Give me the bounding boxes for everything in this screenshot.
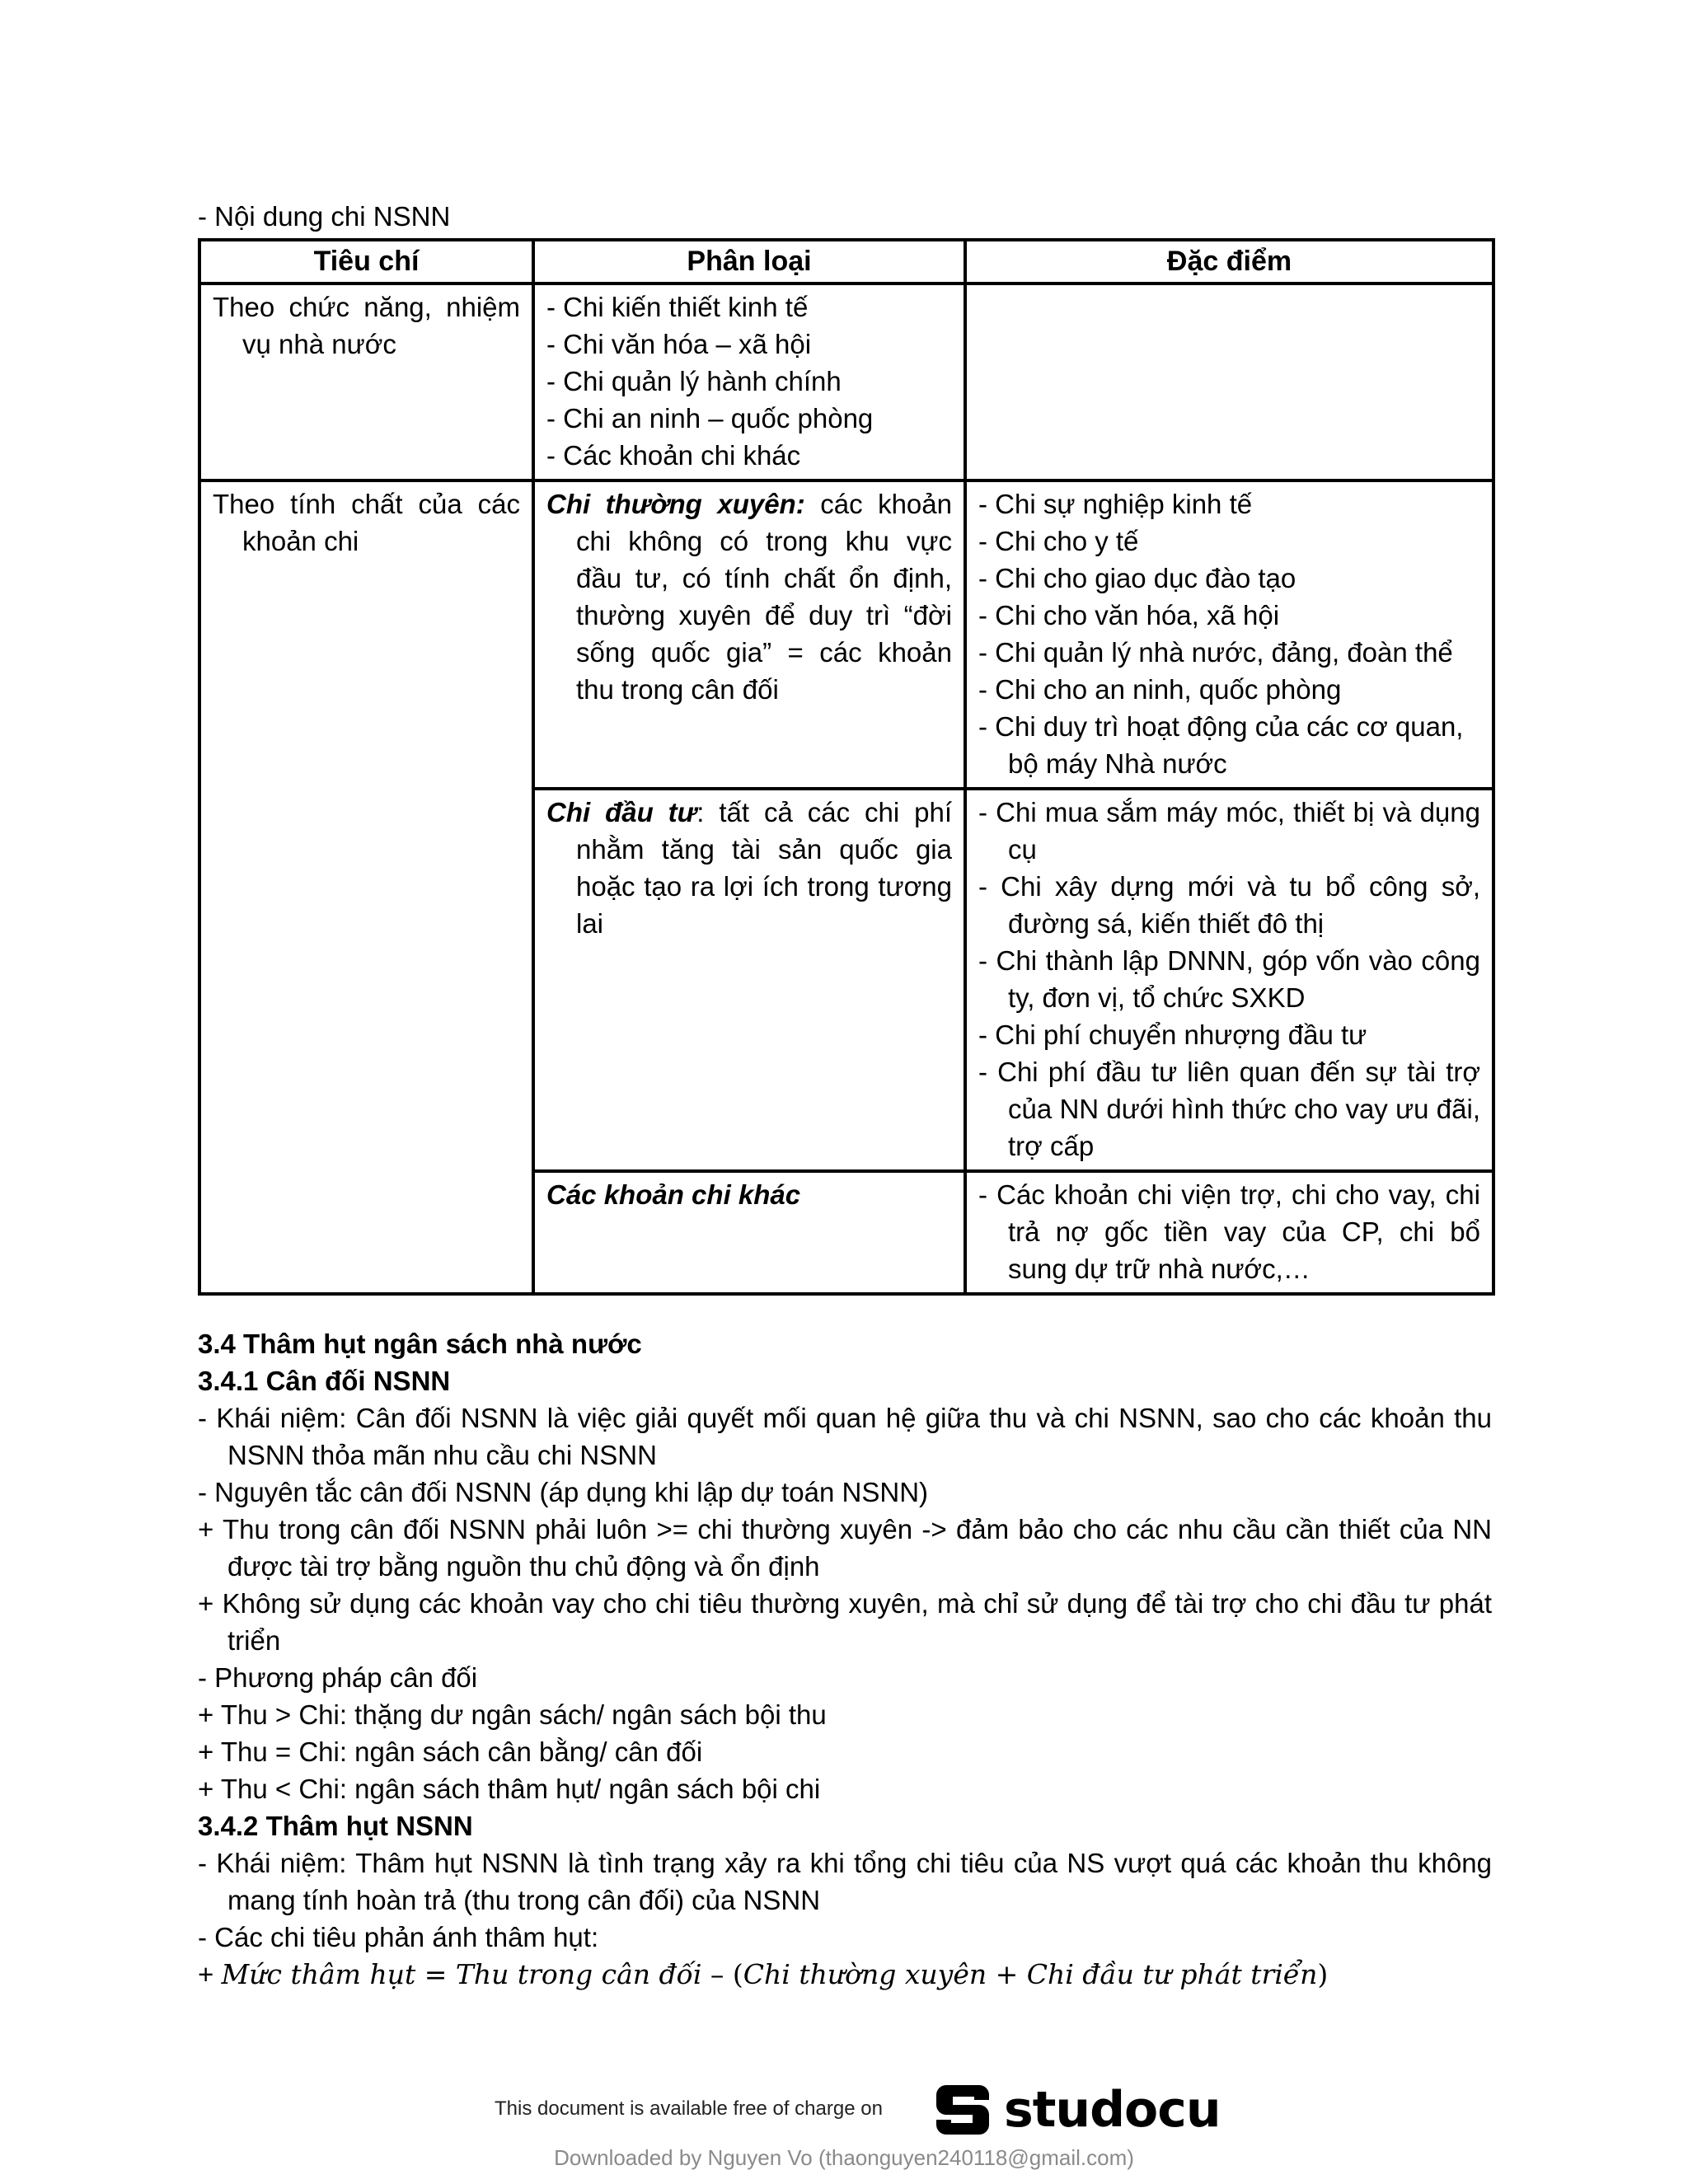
paragraph: + Không sử dụng các khoản vay cho chi tiêu thường xuyên, mà chỉ sử dụng để tài trợ cho chi đầu tư phát triển bbox=[198, 1588, 1492, 1656]
paragraph: - Phương pháp cân đối bbox=[198, 1662, 478, 1693]
list-item: - Chi sự nghiệp kinh tế bbox=[978, 489, 1253, 519]
list-item: - Chi phí đầu tư liên quan đến sự tài trợ của NN dưới hình thức cho vay ưu đãi, trợ cấp bbox=[978, 1057, 1480, 1161]
list-item: - Chi cho giao dục đào tạo bbox=[978, 563, 1296, 593]
header-features: Đặc điểm bbox=[965, 240, 1493, 284]
classification-cell bbox=[533, 480, 965, 789]
other-spending-title: Các khoản chi khác bbox=[546, 1179, 801, 1210]
table-row bbox=[199, 284, 1493, 480]
deficit-formula bbox=[198, 1956, 1492, 1993]
investment-spending-text bbox=[546, 794, 952, 942]
intro-line: - Nội dung chi NSNN bbox=[198, 201, 451, 232]
formula-equals: = bbox=[415, 1958, 456, 1990]
list-item: - Các khoản chi viện trợ, chi cho vay, chi trả nợ gốc tiền vay của CP, chi bổ sung dự trữ nhà nước,… bbox=[978, 1179, 1480, 1284]
paragraph: + Thu < Chi: ngân sách thâm hụt/ ngân sách bội chi bbox=[198, 1774, 821, 1804]
download-notice: Downloaded by Nguyen Vo (thaonguyen240118@gmail.com) bbox=[554, 2145, 1134, 2170]
list-item: - Chi văn hóa – xã hội bbox=[546, 329, 812, 359]
classification-cell bbox=[533, 284, 965, 480]
formula-close: ) bbox=[1317, 1958, 1329, 1990]
criterion-text: Theo tính chất của các khoản chi bbox=[213, 489, 520, 556]
list-item: - Chi phí chuyển nhượng đầu tư bbox=[978, 1019, 1367, 1050]
list-item: - Chi cho văn hóa, xã hội bbox=[978, 600, 1280, 630]
studocu-logo-icon bbox=[931, 2077, 997, 2143]
document-page bbox=[198, 198, 1492, 1993]
paragraph: - Các chi tiêu phản ánh thâm hụt: bbox=[198, 1922, 599, 1952]
heading-3-4-1: 3.4.1 Cân đối NSNN bbox=[198, 1366, 451, 1396]
list-item: - Chi quản lý nhà nước, đảng, đoàn thể bbox=[978, 637, 1453, 668]
list-item: - Chi cho y tế bbox=[978, 526, 1139, 556]
paragraph: - Khái niệm: Thâm hụt NSNN là tình trạng xảy ra khi tổng chi tiêu của NS vượt quá các khoản thu không mang tính hoàn trả (thu trong cân đối) của NSNN bbox=[198, 1848, 1492, 1915]
table-header-row bbox=[199, 240, 1493, 284]
paragraph: - Nguyên tắc cân đối NSNN (áp dụng khi lập dự toán NSNN) bbox=[198, 1477, 929, 1507]
classification-cell bbox=[533, 789, 965, 1171]
heading-3-4: 3.4 Thâm hụt ngân sách nhà nước bbox=[198, 1329, 642, 1359]
paragraph: - Khái niệm: Cân đối NSNN là việc giải quyết mối quan hệ giữa thu và chi NSNN, sao cho các khoản thu NSNN thỏa mãn nhu cầu chi NSNN bbox=[198, 1403, 1492, 1470]
section-deficit bbox=[198, 1325, 1492, 1993]
list-item: - Chi quản lý hành chính bbox=[546, 366, 842, 396]
regular-spending-title: Chi thường xuyên: bbox=[546, 489, 805, 519]
studocu-logo-text: studocu bbox=[1004, 2081, 1221, 2139]
spending-table bbox=[198, 238, 1495, 1296]
formula-term: Thu trong cân đối bbox=[455, 1958, 702, 1990]
formula-prefix: + bbox=[198, 1959, 222, 1990]
list-item: - Chi duy trì hoạt động của các cơ quan, bộ máy Nhà nước bbox=[978, 711, 1464, 779]
formula-expression bbox=[221, 1958, 1328, 1990]
paragraph: + Thu > Chi: thặng dư ngân sách/ ngân sách bội thu bbox=[198, 1699, 827, 1730]
formula-term: Chi đầu tư phát triển bbox=[1026, 1958, 1318, 1990]
features-cell bbox=[965, 284, 1493, 480]
criterion-text: Theo chức năng, nhiệm vụ nhà nước bbox=[213, 292, 520, 359]
list-item: - Chi xây dựng mới và tu bổ công sở, đường sá, kiến thiết đô thị bbox=[978, 871, 1480, 939]
studocu-logo[interactable] bbox=[931, 2077, 1221, 2143]
investment-spending-title: Chi đầu tư bbox=[546, 797, 697, 827]
formula-lhs: Mức thâm hụt bbox=[221, 1958, 416, 1990]
list-item: - Chi cho an ninh, quốc phòng bbox=[978, 674, 1342, 705]
header-criterion: Tiêu chí bbox=[199, 240, 533, 284]
criterion-cell bbox=[199, 284, 533, 480]
regular-spending-desc: các khoản chi không có trong khu vực đầu tư, có tính chất ổn định, thường xuyên để duy trì “đời sống quốc gia” = các khoản thu trong cân đối bbox=[576, 489, 952, 705]
list-item: - Các khoản chi khác bbox=[546, 440, 801, 471]
classification-cell bbox=[533, 1171, 965, 1294]
footer-availability-note: This document is available free of charge on bbox=[495, 2097, 883, 2120]
paragraph: + Thu trong cân đối NSNN phải luôn >= chi thường xuyên -> đảm bảo cho các nhu cầu cần thiết của NN được tài trợ bằng nguồn thu chủ động và ổn định bbox=[198, 1514, 1492, 1582]
criterion-cell bbox=[199, 480, 533, 1294]
formula-term: Chi thường xuyên bbox=[743, 1958, 987, 1990]
regular-spending-text bbox=[546, 485, 952, 708]
list-item: - Chi kiến thiết kinh tế bbox=[546, 292, 809, 322]
features-cell bbox=[965, 480, 1493, 789]
formula-plus: + bbox=[987, 1958, 1027, 1990]
heading-3-4-2: 3.4.2 Thâm hụt NSNN bbox=[198, 1811, 473, 1841]
list-item: - Chi mua sắm máy móc, thiết bị và dụng cụ bbox=[978, 797, 1480, 865]
paragraph: + Thu = Chi: ngân sách cân bằng/ cân đối bbox=[198, 1736, 703, 1767]
formula-minus: – ( bbox=[701, 1958, 743, 1990]
table-row bbox=[199, 480, 1493, 789]
investment-spending-desc: : tất cả các chi phí nhằm tăng tài sản quốc gia hoặc tạo ra lợi ích trong tương lai bbox=[576, 797, 952, 939]
features-cell bbox=[965, 1171, 1493, 1294]
features-cell bbox=[965, 789, 1493, 1171]
header-classification: Phân loại bbox=[533, 240, 965, 284]
list-item: - Chi thành lập DNNN, góp vốn vào công ty, đơn vị, tổ chức SXKD bbox=[978, 945, 1480, 1013]
list-item: - Chi an ninh – quốc phòng bbox=[546, 403, 874, 434]
